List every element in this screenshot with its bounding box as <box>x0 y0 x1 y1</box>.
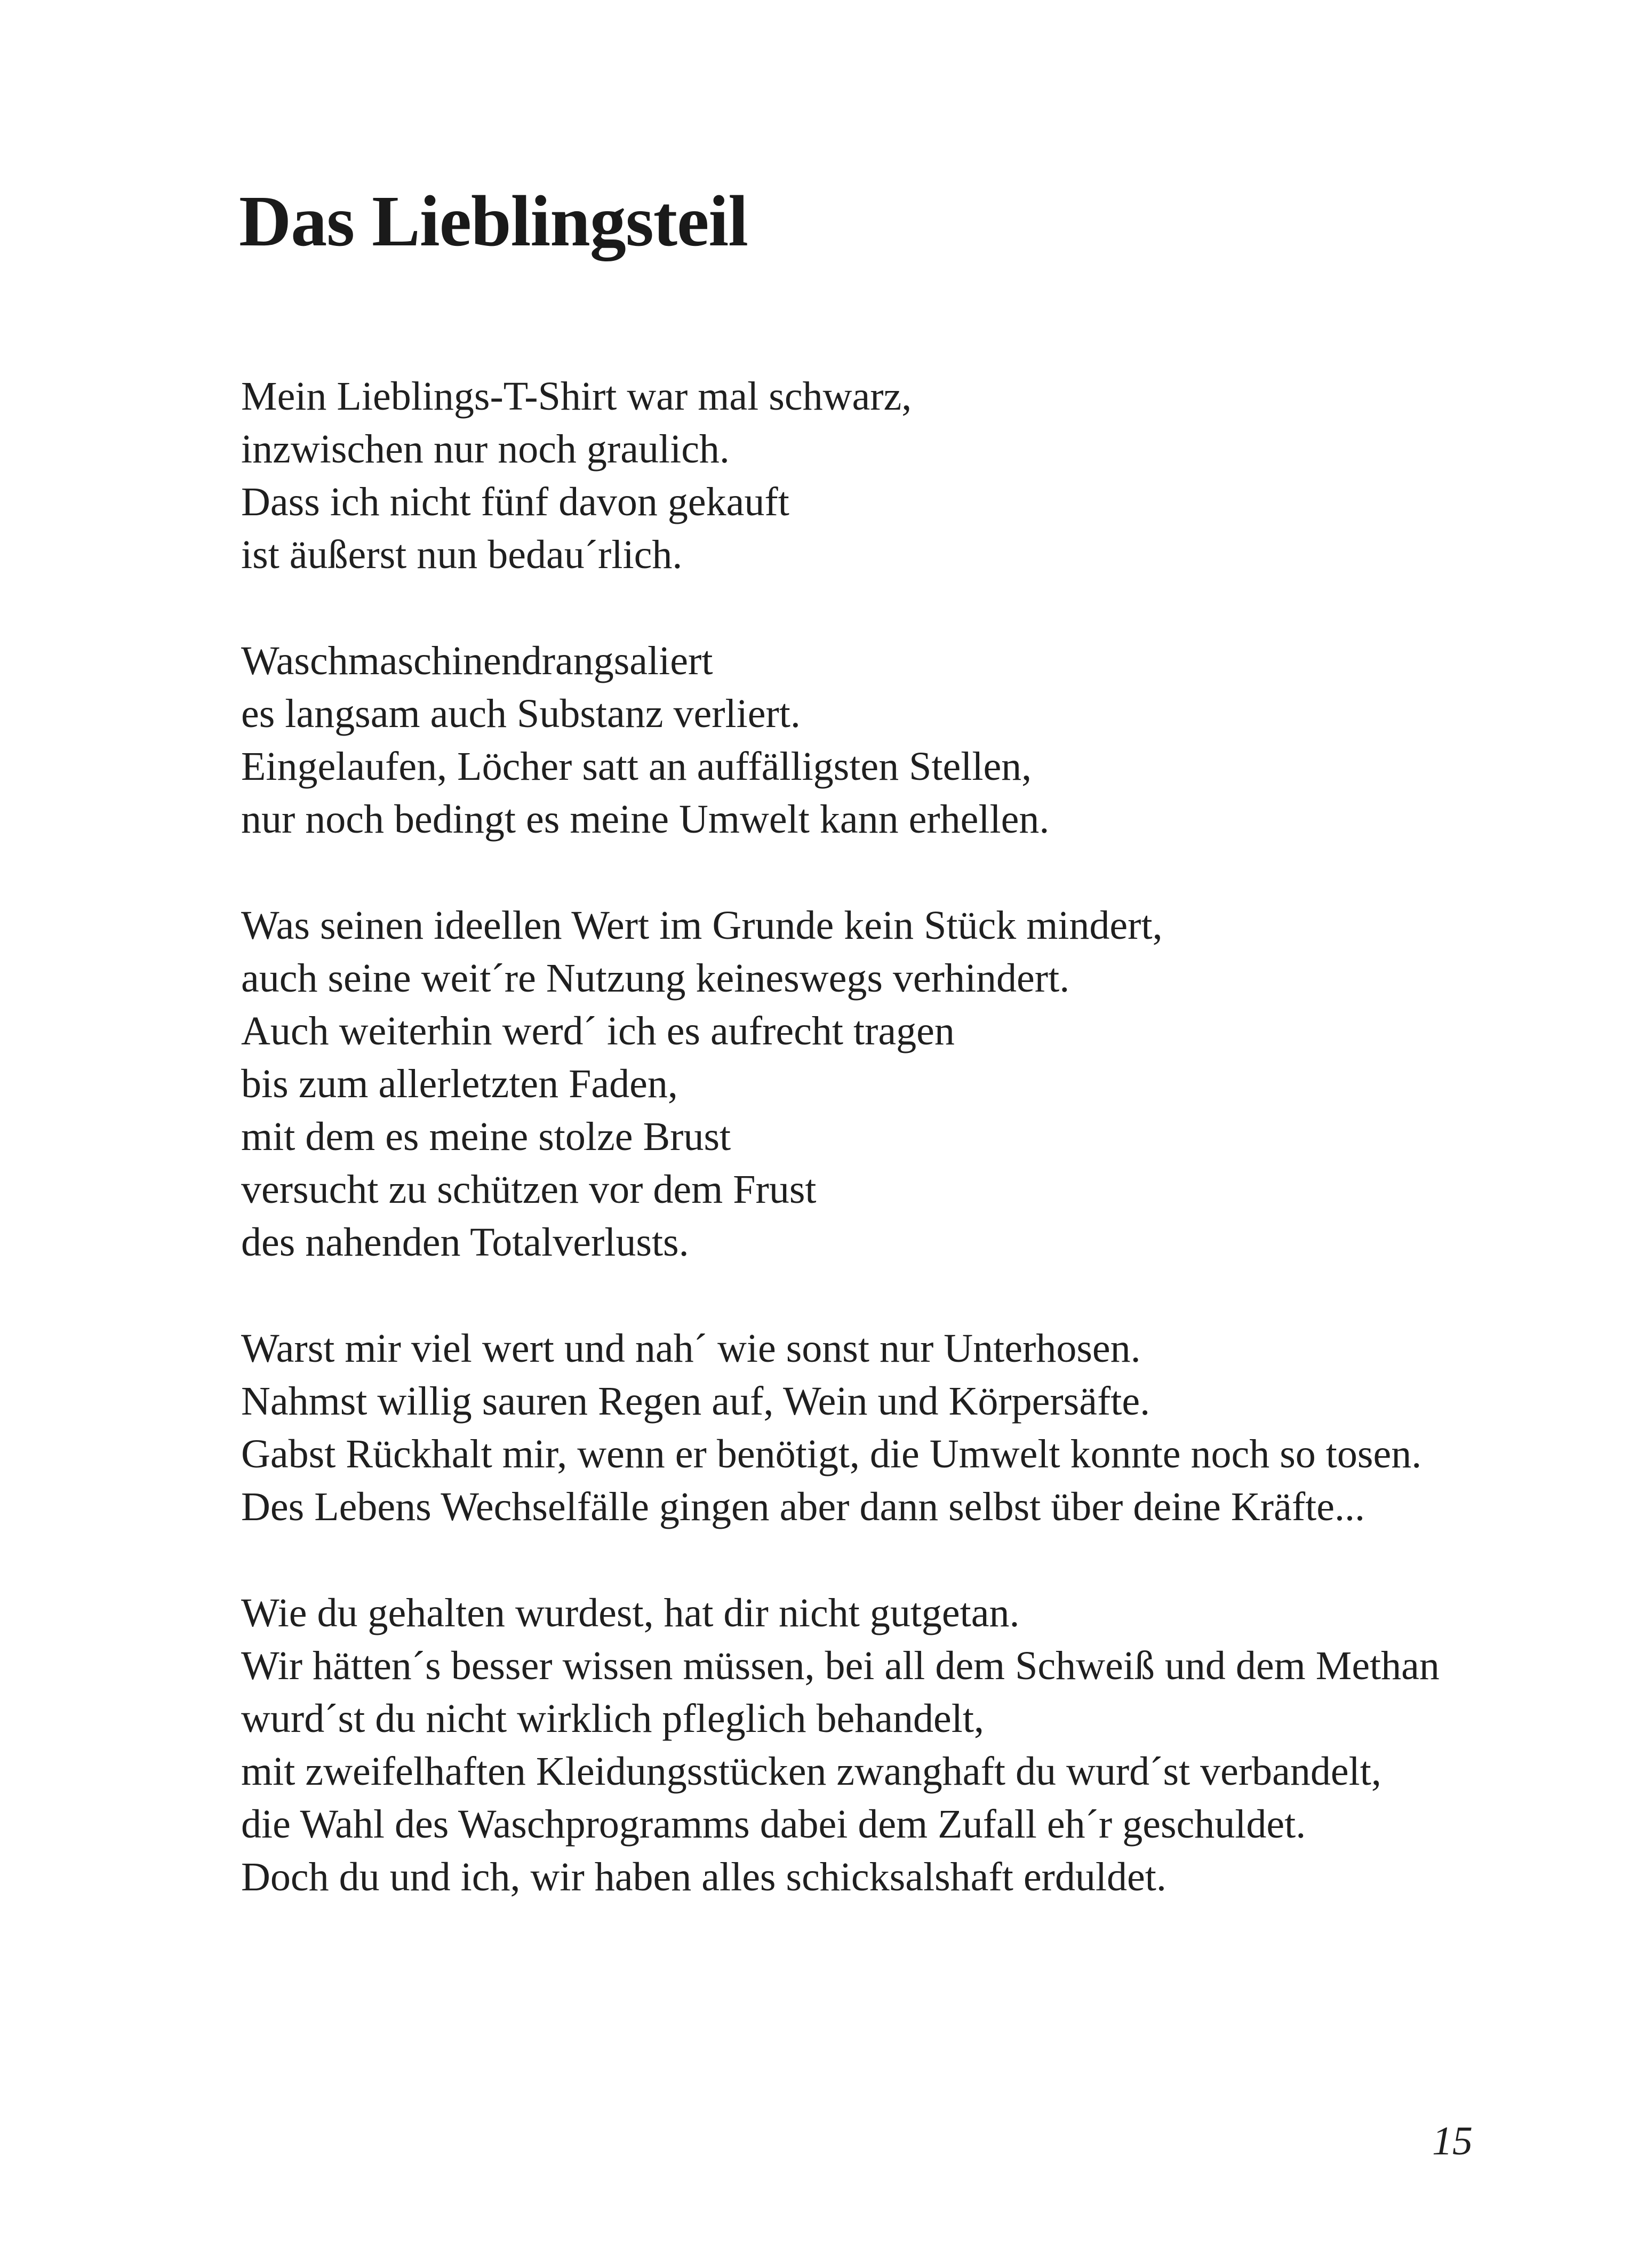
poem-line: Dass ich nicht fünf davon gekauft <box>241 480 789 524</box>
poem-title: Das Lieblingsteil <box>239 181 748 261</box>
poem-line: auch seine weit´re Nutzung keineswegs verhindert. <box>241 956 1070 1001</box>
poem-line: bis zum allerletzten Faden, <box>241 1061 678 1106</box>
poem-line: Wir hätten´s besser wissen müssen, bei all dem Schweiß und dem Methan <box>241 1643 1440 1688</box>
stanza <box>241 370 1532 581</box>
poem-line: Gabst Rückhalt mir, wenn er benötigt, die Umwelt konnte noch so tosen. <box>241 1432 1422 1476</box>
poem-line: des nahenden Totalverlusts. <box>241 1220 689 1265</box>
page-number: 15 <box>1432 2119 1473 2163</box>
poem-line: wurd´st du nicht wirklich pfleglich behandelt, <box>241 1696 984 1741</box>
stanza <box>241 1322 1532 1534</box>
poem-line: versucht zu schützen vor dem Frust <box>241 1167 817 1212</box>
poem-line: Des Lebens Wechselfälle gingen aber dann selbst über deine Kräfte... <box>241 1484 1365 1529</box>
stanza <box>241 1587 1532 1904</box>
poem-line: Eingelaufen, Löcher satt an auffälligsten Stellen, <box>241 744 1032 789</box>
poem-line: es langsam auch Substanz verliert. <box>241 691 801 736</box>
poem-line: Mein Lieblings-T-Shirt war mal schwarz, <box>241 374 912 419</box>
poem-line: Waschmaschinendrangsaliert <box>241 638 713 683</box>
poem-line: Warst mir viel wert und nah´ wie sonst nur Unterhosen. <box>241 1326 1141 1371</box>
poem-line: Nahmst willig sauren Regen auf, Wein und Körpersäfte. <box>241 1379 1150 1424</box>
poem-line: ist äußerst nun bedau´rlich. <box>241 532 683 577</box>
poem-body <box>241 370 1532 1957</box>
stanza <box>241 899 1532 1269</box>
poem-line: inzwischen nur noch graulich. <box>241 427 730 472</box>
poem-line: Doch du und ich, wir haben alles schicksalshaft erduldet. <box>241 1855 1166 1899</box>
poem-line: mit zweifelhaften Kleidungsstücken zwanghaft du wurd´st verbandelt, <box>241 1749 1381 1794</box>
poem-line: Auch weiterhin werd´ ich es aufrecht tragen <box>241 1009 955 1053</box>
poem-line: Wie du gehalten wurdest, hat dir nicht gutgetan. <box>241 1591 1020 1635</box>
poem-line: die Wahl des Waschprogramms dabei dem Zufall eh´r geschuldet. <box>241 1802 1306 1847</box>
poem-line: Was seinen ideellen Wert im Grunde kein Stück mindert, <box>241 903 1163 948</box>
stanza <box>241 635 1532 846</box>
poem-line: nur noch bedingt es meine Umwelt kann erhellen. <box>241 797 1050 842</box>
poem-line: mit dem es meine stolze Brust <box>241 1114 731 1159</box>
